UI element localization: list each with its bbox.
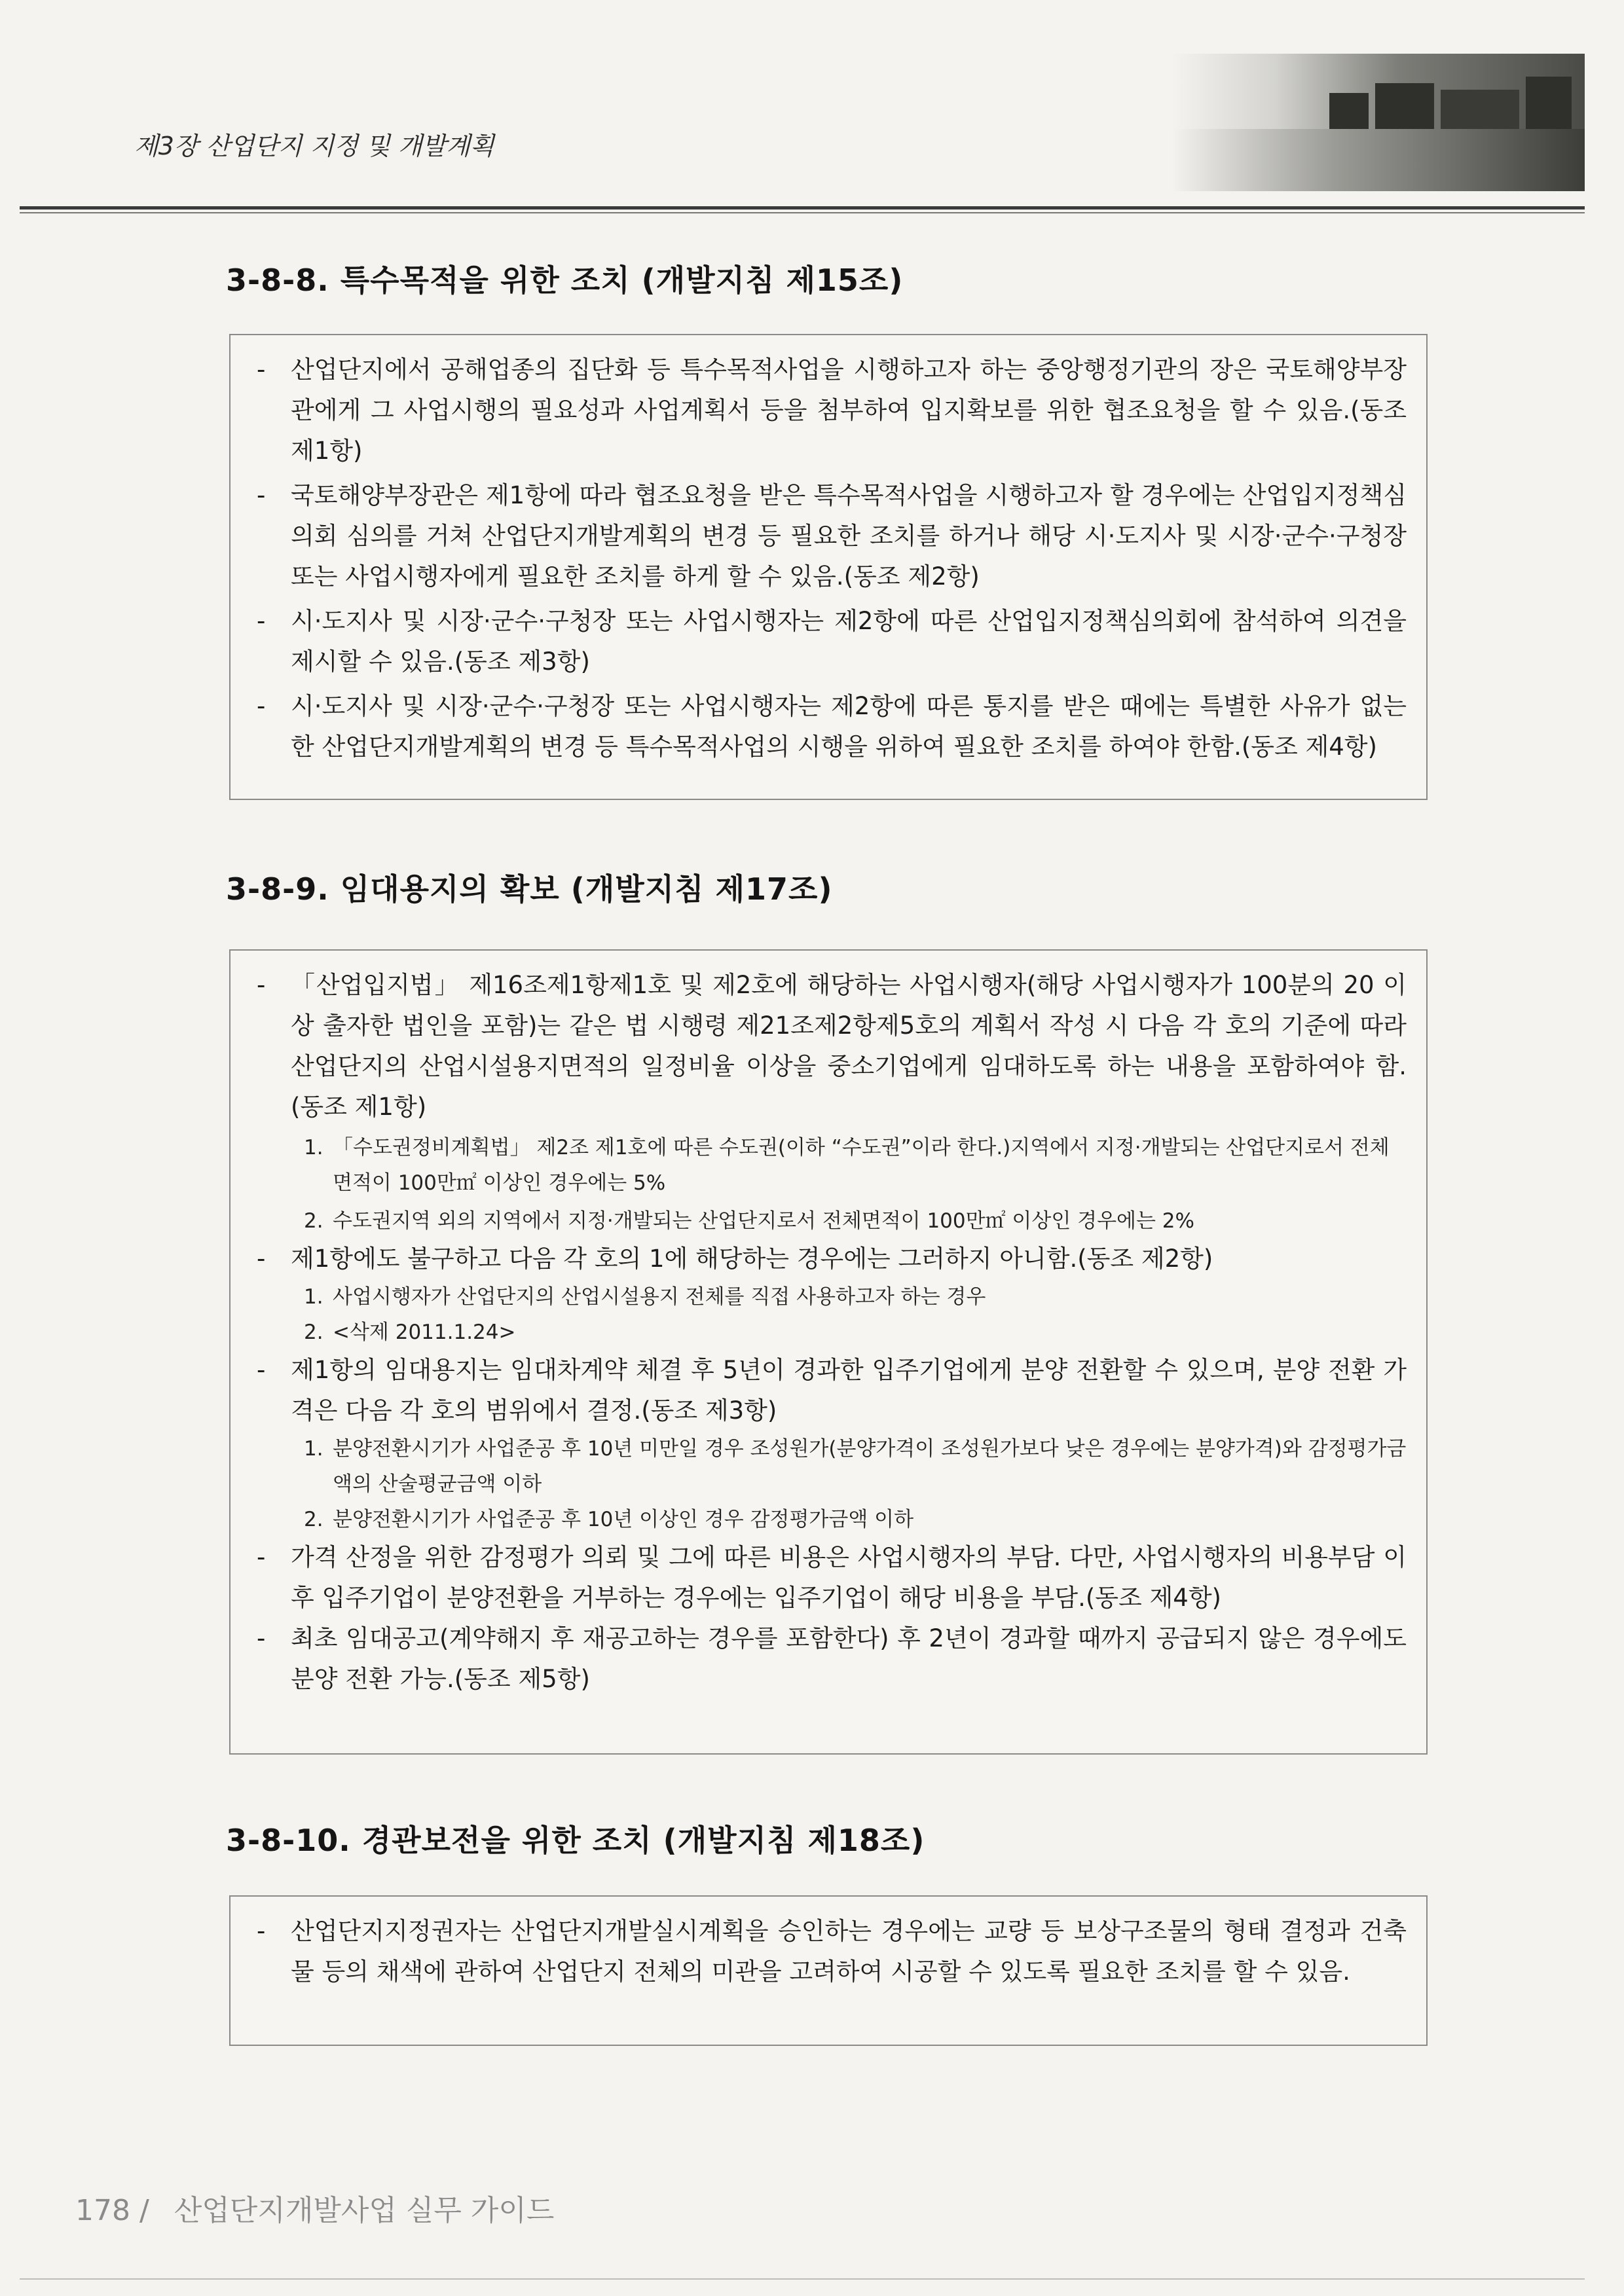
paragraph: - 산업단지지정권자는 산업단지개발실시계획을 승인하는 경우에는 교량 등 보상구조물의 형태 결정과 건축물 등의 채색에 관하여 산업단지 전체의 미관을 고려하여 시공할 수 있도록 필요한 조치를 할 수 있음.	[257, 1917, 1407, 1986]
chapter-title: 제3장 산업단지 지정 및 개발계획	[134, 132, 494, 160]
section-box-3-8-10	[229, 1895, 1428, 2046]
list-item: 2. 수도권지역 외의 지역에서 지정·개발되는 산업단지로서 전체면적이 100만㎡ 이상인 경우에는 2%	[304, 1209, 1194, 1233]
paragraph: - 제1항의 임대용지는 임대차계약 체결 후 5년이 경과한 입주기업에게 분양 전환할 수 있으며, 분양 전환 가격은 다음 각 호의 범위에서 결정.(동조 제3항)	[257, 1356, 1407, 1425]
paragraph: - 시·도지사 및 시장·군수·구청장 또는 사업시행자는 제2항에 따른 통지를 받은 때에는 특별한 사유가 없는 한 산업단지개발계획의 변경 등 특수목적사업의 시행을 위하여 필요한 조치를 하여야 한함.(동조 제4항)	[257, 692, 1407, 761]
page-footer	[75, 2187, 554, 2229]
page-number: 178 /	[75, 2194, 149, 2227]
paragraph: - 국토해양부장관은 제1항에 따라 협조요청을 받은 특수목적사업을 시행하고자 할 경우에는 산업입지정책심의회 심의를 거쳐 산업단지개발계획의 변경 등 필요한 조치를 하거나 해당 시·도지사 및 시장·군수·구청장 또는 사업시행자에게 필요한 조치를 하게 할 수 있음.(동조 제2항)	[257, 481, 1407, 591]
footer-rule	[20, 2278, 1585, 2280]
list-item: 2. <삭제 2011.1.24>	[304, 1321, 516, 1344]
paragraph: - 「산업입지법」 제16조제1항제1호 및 제2호에 해당하는 사업시행자(해당 사업시행자가 100분의 20 이상 출자한 법인을 포함)는 같은 법 시행령 제21조제2항제5호의 계획서 작성 시 다음 각 호의 기준에 따라 산업단지의 산업시설용지면적의 일정비율 이상을 중소기업에게 임대하도록 하는 내용을 포함하여야 함.(동조 제1항)	[257, 971, 1407, 1121]
header-rule-thin	[20, 212, 1585, 213]
section-title-3-8-8: 3-8-8. 특수목적을 위한 조치 (개발지침 제15조)	[226, 263, 904, 298]
paragraph: - 산업단지에서 공해업종의 집단화 등 특수목적사업을 시행하고자 하는 중앙행정기관의 장은 국토해양부장관에게 그 사업시행의 필요성과 사업계획서 등을 첨부하여 입지확보를 위한 협조요청을 할 수 있음.(동조 제1항)	[257, 355, 1407, 465]
section-title-3-8-9: 3-8-9. 임대용지의 확보 (개발지침 제17조)	[226, 871, 833, 907]
list-item: 2. 분양전환시기가 사업준공 후 10년 이상인 경우 감정평가금액 이하	[304, 1508, 914, 1531]
paragraph: - 최초 임대공고(계약해지 후 재공고하는 경우를 포함한다) 후 2년이 경과할 때까지 공급되지 않은 경우에도 분양 전환 가능.(동조 제5항)	[257, 1624, 1407, 1693]
list-item: 1. 분양전환시기가 사업준공 후 10년 미만일 경우 조성원가(분양가격이 조성원가보다 낮은 경우에는 분양가격)와 감정평가금액의 산술평균금액 이하	[304, 1437, 1407, 1496]
header-photo	[1172, 54, 1585, 191]
list-item: 1. 「수도권정비계획법」 제2조 제1호에 따른 수도권(이하 “수도권”이라 한다.)지역에서 지정·개발되는 산업단지로서 전체면적이 100만㎡ 이상인 경우에는 5%	[304, 1136, 1390, 1195]
book-title: 산업단지개발사업 실무 가이드	[174, 2194, 555, 2227]
section-box-3-8-9	[229, 949, 1428, 1755]
section-box-3-8-8	[229, 334, 1428, 800]
paragraph: - 시·도지사 및 시장·군수·구청장 또는 사업시행자는 제2항에 따른 산업입지정책심의회에 참석하여 의견을 제시할 수 있음.(동조 제3항)	[257, 607, 1407, 676]
list-item: 1. 사업시행자가 산업단지의 산업시설용지 전체를 직접 사용하고자 하는 경우	[304, 1285, 986, 1309]
paragraph: - 가격 산정을 위한 감정평가 의뢰 및 그에 따른 비용은 사업시행자의 부담. 다만, 사업시행자의 비용부담 이후 입주기업이 분양전환을 거부하는 경우에는 입주기업이 해당 비용을 부담.(동조 제4항)	[257, 1543, 1407, 1612]
paragraph: - 제1항에도 불구하고 다음 각 호의 1에 해당하는 경우에는 그러하지 아니함.(동조 제2항)	[257, 1245, 1213, 1273]
section-title-3-8-10: 3-8-10. 경관보전을 위한 조치 (개발지침 제18조)	[226, 1823, 925, 1858]
header-rule	[20, 206, 1585, 210]
